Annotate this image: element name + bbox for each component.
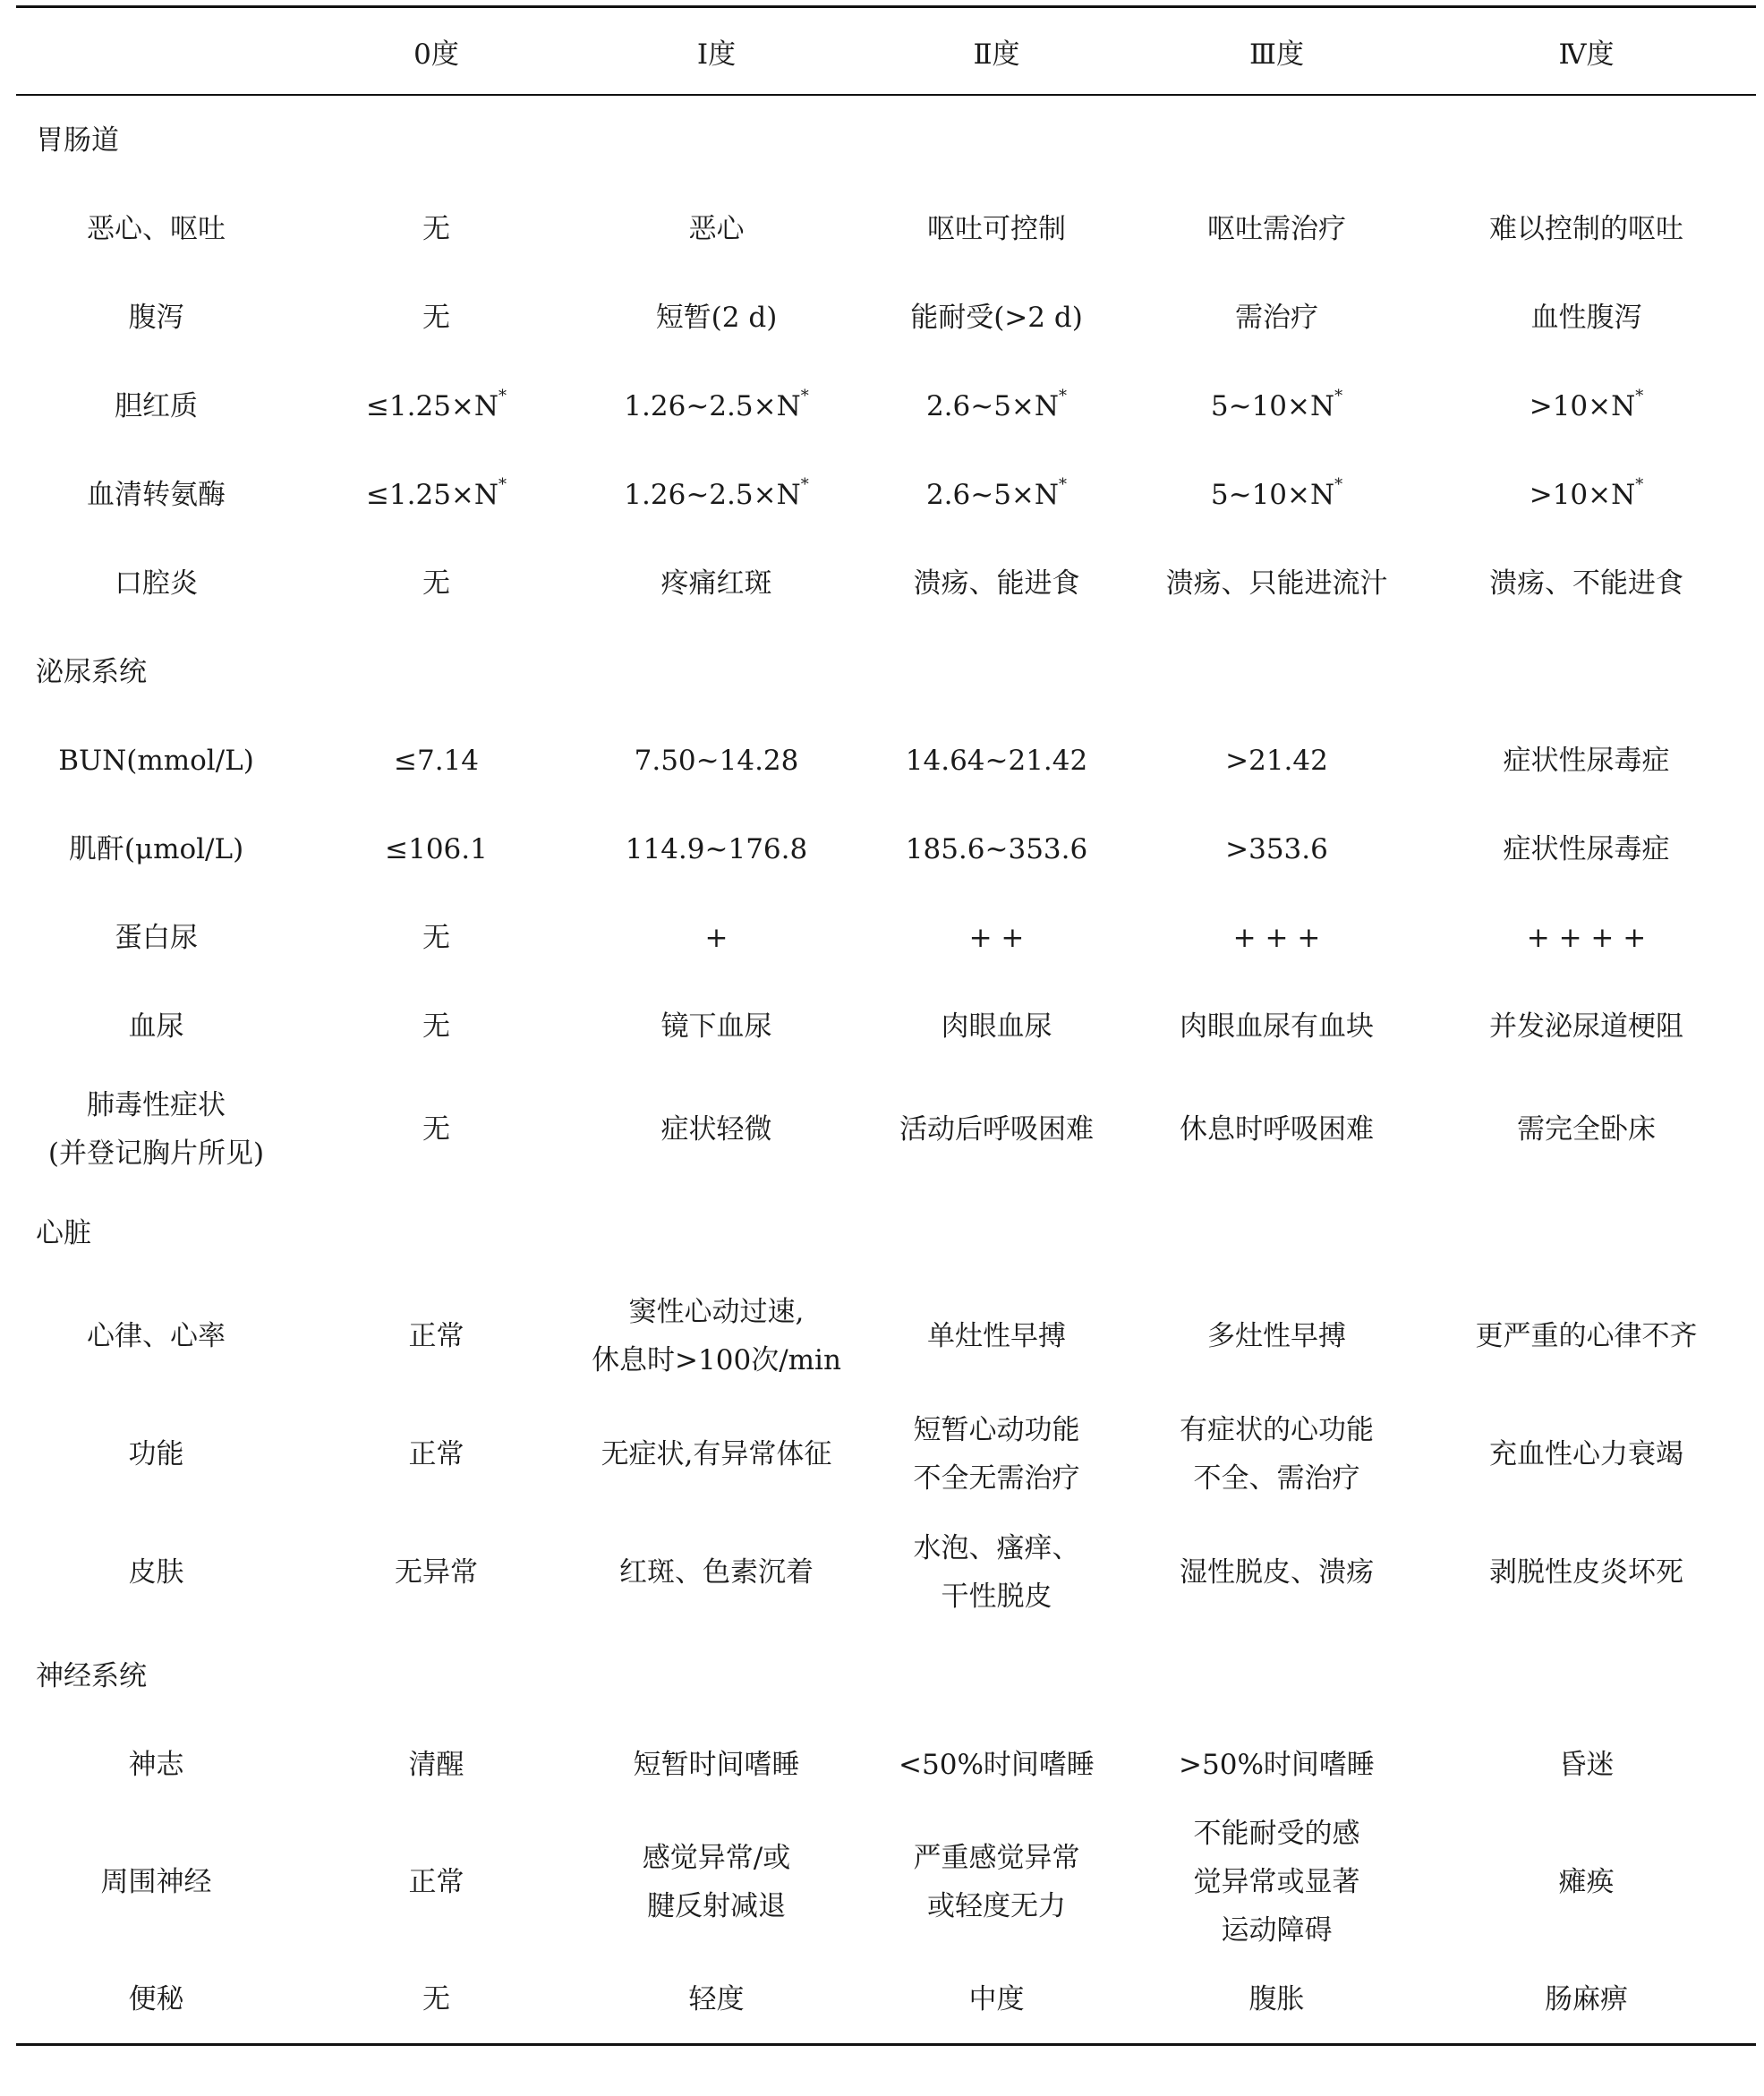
grade-cell-1: 镜下血尿 — [660, 1010, 772, 1043]
grade-cell-3: 不能耐受的感 觉异常或显著 运动障碍 — [1193, 1818, 1360, 1947]
grade-cell-2: 活动后呼吸困难 — [899, 1113, 1094, 1146]
grade-cell-3: 呕吐需治疗 — [1207, 212, 1346, 245]
grade-cell-2: 肉眼血尿 — [941, 1010, 1052, 1043]
grade-cell-3: 休息时呼吸困难 — [1180, 1113, 1374, 1146]
grade-cell-1: 7.50~14.28 — [634, 744, 799, 777]
grade-cell-3: 有症状的心功能 不全、需治疗 — [1180, 1414, 1374, 1495]
grade-cell-0: ≤7.14 — [394, 744, 479, 777]
grade-cell-1: 疼痛红斑 — [660, 567, 772, 600]
grade-cell-4: >10×N* — [1529, 387, 1644, 422]
grade-cell-4: + + + + — [1526, 921, 1647, 954]
grade-cell-1: 114.9~176.8 — [625, 832, 808, 865]
grade-cell-2: 溃疡、能进食 — [913, 567, 1080, 600]
row-item-label: 血清转氨酶 — [87, 478, 226, 511]
grade-cell-2: 185.6~353.6 — [905, 832, 1088, 865]
grade-cell-3: 湿性脱皮、溃疡 — [1180, 1556, 1374, 1589]
row-item-label: 口腔炎 — [115, 567, 198, 600]
row-item-label: 皮肤 — [128, 1556, 184, 1589]
grade-cell-3: >353.6 — [1225, 832, 1328, 865]
section-row — [16, 95, 1756, 184]
grade-cell-1: 短暂时间嗜睡 — [633, 1748, 800, 1781]
row-item-label: 胆红质 — [115, 389, 198, 422]
grade-cell-0: ≤106.1 — [385, 832, 488, 865]
grade-cell-4: 更严重的心律不齐 — [1475, 1320, 1698, 1352]
grade-cell-3: 多灶性早搏 — [1207, 1320, 1346, 1352]
header-grade: Ⅰ度 — [576, 7, 856, 96]
grade-cell-4: 肠麻痹 — [1545, 1983, 1628, 2015]
grade-cell-0: 正常 — [408, 1320, 464, 1352]
section-title: 胃肠道 — [36, 124, 119, 157]
grade-cell-3: 腹胀 — [1248, 1983, 1305, 2015]
section-title: 泌尿系统 — [36, 655, 147, 688]
section-row — [16, 1189, 1756, 1277]
grade-cell-4: 昏迷 — [1558, 1748, 1615, 1781]
grade-cell-2: 水泡、瘙痒、 干性脱皮 — [913, 1532, 1080, 1613]
row-item-label: 恶心、呕吐 — [87, 212, 226, 245]
grade-cell-4: 溃疡、不能进食 — [1489, 567, 1683, 600]
grade-cell-3: 5~10×N* — [1210, 387, 1343, 422]
grade-cell-4: 症状性尿毒症 — [1503, 744, 1670, 777]
table-row — [16, 805, 1756, 893]
grade-cell-2: 严重感觉异常 或轻度无力 — [913, 1842, 1080, 1922]
table-row — [16, 1809, 1756, 1955]
header-grade: Ⅳ度 — [1417, 7, 1756, 96]
grade-cell-0: 无 — [422, 921, 450, 954]
grade-cell-3: >50%时间嗜睡 — [1179, 1748, 1375, 1781]
row-item-label: 肌酐(μmol/L) — [68, 832, 244, 865]
row-item-label: 腹泻 — [128, 301, 184, 334]
grade-cell-2: + + — [968, 921, 1025, 954]
grade-cell-3: 肉眼血尿有血块 — [1180, 1010, 1374, 1043]
header-blank — [16, 7, 296, 96]
toxicity-grading-table — [16, 5, 1756, 2046]
grade-cell-2: <50%时间嗜睡 — [899, 1748, 1095, 1781]
grade-cell-1: 1.26~2.5×N* — [624, 475, 809, 511]
grade-cell-0: 无 — [422, 212, 450, 245]
table-row — [16, 273, 1756, 362]
grade-cell-0: 无 — [422, 567, 450, 600]
grade-cell-0: 无 — [422, 1010, 450, 1043]
section-row — [16, 627, 1756, 716]
table-row — [16, 1395, 1756, 1513]
row-item-label: 周围神经 — [100, 1866, 212, 1898]
grade-cell-3: 5~10×N* — [1210, 475, 1343, 511]
grade-cell-2: 呕吐可控制 — [927, 212, 1066, 245]
grade-cell-1: 感觉异常/或 腱反射减退 — [642, 1842, 791, 1922]
table-row — [16, 184, 1756, 273]
grade-cell-0: 无 — [422, 1983, 450, 2015]
grade-cell-1: 红斑、色素沉着 — [619, 1556, 814, 1589]
grade-cell-2: 中度 — [968, 1983, 1025, 2015]
section-title: 心脏 — [36, 1216, 91, 1249]
grade-cell-4: 剥脱性皮炎坏死 — [1489, 1556, 1683, 1589]
grade-cell-1: 轻度 — [688, 1983, 745, 2015]
grade-cell-4: 难以控制的呕吐 — [1489, 212, 1683, 245]
row-item-label: 神志 — [128, 1748, 184, 1781]
table-row — [16, 1277, 1756, 1395]
grade-cell-1: 无症状,有异常体征 — [601, 1438, 832, 1470]
grade-cell-2: 2.6~5×N* — [925, 475, 1068, 511]
row-item-label: 蛋白尿 — [115, 921, 198, 954]
grade-cell-1: + — [704, 921, 729, 954]
row-item-label: 血尿 — [128, 1010, 184, 1043]
grade-cell-0: 无 — [422, 1113, 450, 1146]
grade-cell-3: 溃疡、只能进流汁 — [1165, 567, 1388, 600]
row-item-label: 肺毒性症状 (并登记胸片所见) — [47, 1089, 265, 1170]
row-item-label: 功能 — [128, 1438, 184, 1470]
grade-cell-2: 2.6~5×N* — [925, 387, 1068, 422]
table-row — [16, 362, 1756, 450]
table-row — [16, 1720, 1756, 1809]
table-row — [16, 716, 1756, 805]
grade-cell-4: 并发泌尿道梗阻 — [1489, 1010, 1683, 1043]
grade-cell-0: 正常 — [408, 1866, 464, 1898]
grade-cell-1: 恶心 — [688, 212, 745, 245]
grade-cell-2: 短暂心动功能 不全无需治疗 — [913, 1414, 1080, 1495]
grade-cell-1: 短暂(2 d) — [655, 301, 778, 334]
grade-cell-4: >10×N* — [1529, 475, 1644, 511]
section-row — [16, 1632, 1756, 1720]
header-row — [16, 7, 1756, 96]
grade-cell-2: 能耐受(>2 d) — [910, 301, 1083, 334]
grade-cell-3: >21.42 — [1225, 744, 1328, 777]
grade-cell-2: 单灶性早搏 — [927, 1320, 1066, 1352]
table-row — [16, 1513, 1756, 1632]
section-title: 神经系统 — [36, 1659, 147, 1692]
grade-cell-4: 充血性心力衰竭 — [1489, 1438, 1683, 1470]
grade-cell-3: 需治疗 — [1235, 301, 1318, 334]
row-item-label: BUN(mmol/L) — [58, 744, 254, 777]
grade-cell-3: + + + — [1232, 921, 1321, 954]
header-grade: 0度 — [296, 7, 576, 96]
header-grade: Ⅲ度 — [1137, 7, 1417, 96]
grade-cell-4: 瘫痪 — [1558, 1866, 1615, 1898]
table-row — [16, 893, 1756, 982]
grade-cell-0: 无 — [422, 301, 450, 334]
grade-cell-1: 窦性心动过速, 休息时>100次/min — [592, 1296, 841, 1376]
header-grade: Ⅱ度 — [856, 7, 1137, 96]
grade-cell-4: 症状性尿毒症 — [1503, 832, 1670, 865]
row-item-label: 心律、心率 — [87, 1320, 226, 1352]
grade-cell-0: 无异常 — [395, 1556, 478, 1589]
table-row — [16, 450, 1756, 539]
grade-cell-0: ≤1.25×N* — [365, 475, 507, 511]
grade-cell-4: 需完全卧床 — [1517, 1113, 1656, 1146]
table-row — [16, 539, 1756, 627]
row-item-label: 便秘 — [128, 1983, 184, 2015]
table-row — [16, 1955, 1756, 2045]
grade-cell-1: 症状轻微 — [660, 1113, 772, 1146]
table-body — [16, 95, 1756, 2045]
table-row — [16, 1070, 1756, 1189]
grade-cell-0: 清醒 — [408, 1748, 464, 1781]
grade-cell-2: 14.64~21.42 — [905, 744, 1088, 777]
grade-cell-1: 1.26~2.5×N* — [624, 387, 809, 422]
table-row — [16, 982, 1756, 1070]
grade-cell-0: 正常 — [408, 1438, 464, 1470]
grade-cell-0: ≤1.25×N* — [365, 387, 507, 422]
grade-cell-4: 血性腹泻 — [1530, 301, 1642, 334]
